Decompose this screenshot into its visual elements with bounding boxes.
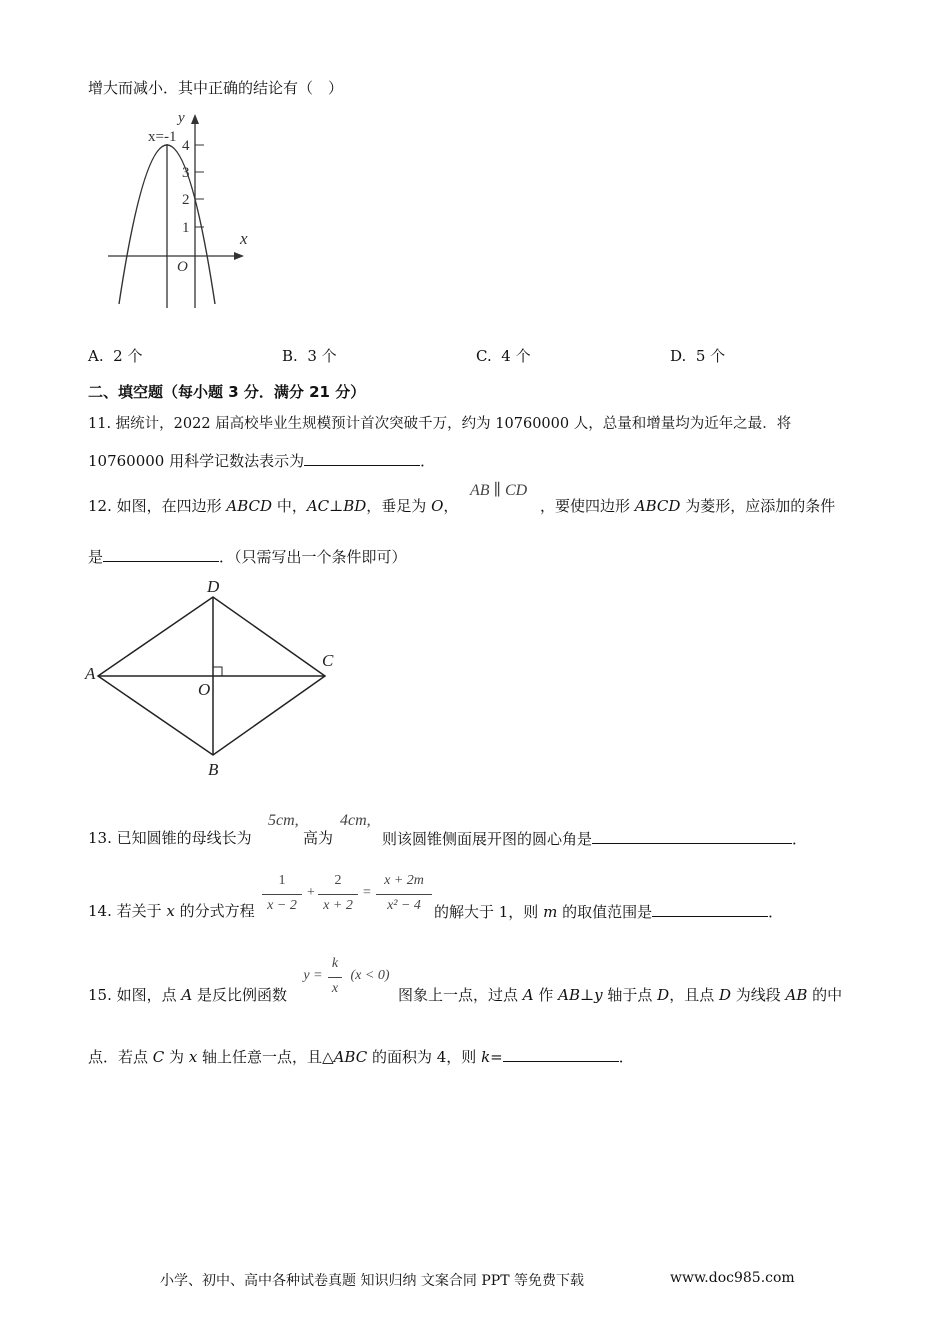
tick-label-1: 1 bbox=[182, 220, 190, 236]
q14-end: ． bbox=[768, 903, 784, 921]
q15-a: A bbox=[181, 986, 193, 1004]
q15-triangle: △ABC bbox=[322, 1048, 368, 1066]
q14-pre: 14. 若关于 bbox=[88, 902, 167, 920]
q14-post2: 的取值范围是 bbox=[557, 903, 653, 921]
tick-label-3: 3 bbox=[182, 165, 190, 181]
q11-line2 bbox=[88, 449, 435, 471]
option-a[interactable] bbox=[88, 345, 142, 366]
q11-line2-post: ． bbox=[420, 452, 436, 470]
q14-pre-line bbox=[88, 900, 255, 921]
q12-prefix: 12. 如图，在四边形 bbox=[88, 497, 227, 515]
q13-mid: 高为 bbox=[303, 829, 334, 847]
q14-bar3 bbox=[376, 894, 432, 895]
q15-mid1: 是反比例函数 bbox=[192, 986, 288, 1004]
q14-mid: 的分式方程 bbox=[174, 902, 255, 920]
footer-url[interactable]: www.doc985.com bbox=[670, 1270, 795, 1286]
q14-equals: = bbox=[363, 885, 371, 900]
q15-ab-y: AB⊥y bbox=[558, 986, 603, 1004]
q12-line2 bbox=[88, 545, 407, 567]
q12-parallel: AB ∥ CD bbox=[470, 482, 528, 499]
option-a-letter: A. bbox=[88, 347, 104, 365]
option-b[interactable] bbox=[282, 345, 337, 366]
q15-mid4: 轴于点 bbox=[602, 986, 658, 1004]
q14-n3: x + 2m bbox=[384, 873, 424, 888]
q14-d2: x + 2 bbox=[323, 898, 353, 913]
q15-mid3: 作 bbox=[533, 986, 559, 1004]
q12-abcd2: ABCD bbox=[634, 497, 681, 515]
q11-answer-blank[interactable] bbox=[304, 449, 420, 466]
origin-label: O bbox=[177, 259, 188, 275]
q14-d1: x − 2 bbox=[267, 898, 297, 913]
q15-line2-b: 为 bbox=[164, 1048, 189, 1066]
q14-answer-blank[interactable] bbox=[652, 900, 768, 917]
q14-n1: 1 bbox=[278, 873, 286, 888]
option-a-text: 2 个 bbox=[113, 347, 143, 365]
q13-val1: 5cm, bbox=[268, 812, 299, 829]
q15-ab: AB bbox=[785, 986, 808, 1004]
q15-end: ． bbox=[618, 1048, 634, 1066]
q14-post-line bbox=[434, 900, 783, 922]
y-axis-arrow bbox=[191, 114, 199, 124]
q14-bar1 bbox=[262, 894, 302, 895]
q12-abcd: ABCD bbox=[226, 497, 273, 515]
footer-text: 小学、初中、高中各种试卷真题 知识归纳 文案合同 PPT 等免费下载 bbox=[160, 1273, 584, 1289]
q14-plus: + bbox=[307, 885, 315, 900]
q15-pre: 15. 如图，点 bbox=[88, 986, 182, 1004]
q14-x: x bbox=[166, 902, 175, 920]
q10-tail-text: 增大而减小．其中正确的结论有（ ） bbox=[88, 79, 344, 97]
q15-answer-blank[interactable] bbox=[503, 1045, 619, 1062]
q12-mid1: 中， bbox=[272, 497, 307, 515]
q12-o: O bbox=[431, 497, 444, 515]
q15-line2-e: = bbox=[490, 1048, 503, 1066]
q15-k: k bbox=[481, 1048, 491, 1066]
q15-line2-d: 的面积为 4，则 bbox=[367, 1048, 482, 1066]
q15-line2-c: 轴上任意一点，且 bbox=[197, 1048, 323, 1066]
q15-x: x bbox=[188, 1048, 198, 1066]
q15-mid7: 的中 bbox=[807, 986, 843, 1004]
option-d-text: 5 个 bbox=[695, 347, 726, 365]
q12-line2-pre: 是 bbox=[88, 548, 104, 566]
q12-line1 bbox=[88, 495, 458, 516]
label-o: O bbox=[198, 680, 211, 699]
q15-c: C bbox=[152, 1048, 165, 1066]
rhombus-figure bbox=[80, 575, 350, 785]
q12-parallel-expr bbox=[470, 480, 527, 500]
vertex-label: x=-1 bbox=[148, 129, 177, 145]
q15-line2 bbox=[88, 1045, 634, 1067]
option-c-text: 4 个 bbox=[501, 347, 531, 365]
q15-line1-post bbox=[398, 984, 842, 1005]
q15-func-num: k bbox=[331, 956, 339, 971]
y-axis-label: y bbox=[178, 110, 185, 126]
q14-d3: x² − 4 bbox=[387, 898, 421, 913]
tick-label-2: 2 bbox=[182, 192, 190, 208]
q12-line2-post: ．（只需写出一个条件即可） bbox=[219, 548, 407, 566]
q15-func-lhs: y = bbox=[303, 968, 323, 983]
q13-end: ． bbox=[792, 830, 808, 848]
q15-line1-pre bbox=[88, 984, 287, 1005]
right-angle-mark bbox=[213, 667, 222, 676]
q15-mid2: 图象上一点，过点 bbox=[398, 986, 523, 1004]
q11-line1: 11. 据统计，2022 届高校毕业生规模预计首次突破千万，约为 10760000 人，总量和增量均为近年之最．将 bbox=[88, 416, 792, 432]
section-title: 二、填空题（每小题 3 分．满分 21 分） bbox=[88, 383, 366, 401]
q12-line1-suffix bbox=[540, 495, 835, 516]
option-b-text: 3 个 bbox=[307, 347, 337, 365]
q14-n2: 2 bbox=[334, 873, 342, 888]
label-b: B bbox=[208, 760, 219, 779]
q14-bar2 bbox=[318, 894, 358, 895]
q12-comma: ， bbox=[443, 497, 459, 515]
q11-line2-pre: 10760000 用科学记数法表示为 bbox=[88, 452, 305, 470]
parabola-graph bbox=[100, 108, 260, 313]
label-a: A bbox=[85, 664, 96, 683]
q15-a2: A bbox=[522, 986, 534, 1004]
q15-line2-a: 点．若点 bbox=[88, 1048, 153, 1066]
q15-d2: D bbox=[718, 986, 731, 1004]
option-c[interactable] bbox=[476, 345, 531, 366]
q13-post-line bbox=[382, 827, 807, 849]
tick-label-4: 4 bbox=[182, 138, 190, 154]
q15-func-bar bbox=[328, 977, 342, 978]
q15-mid5: ，且点 bbox=[669, 986, 719, 1004]
q13-answer-blank[interactable] bbox=[592, 827, 792, 844]
q12-suffix2: 为菱形，应添加的条件 bbox=[680, 497, 836, 515]
q14-m: m bbox=[543, 903, 558, 921]
label-d: D bbox=[207, 577, 220, 596]
x-axis-arrow bbox=[234, 252, 244, 260]
option-c-letter: C. bbox=[476, 347, 492, 365]
q14-post1: 的解大于 1，则 bbox=[434, 903, 544, 921]
q12-answer-blank[interactable] bbox=[103, 545, 219, 562]
q15-d: D bbox=[657, 986, 670, 1004]
option-b-letter: B. bbox=[282, 347, 298, 365]
q13-pre: 13. 已知圆锥的母线长为 bbox=[88, 829, 252, 847]
q15-mid6: 为线段 bbox=[731, 986, 786, 1004]
q12-suffix1: ，要使四边形 bbox=[540, 497, 635, 515]
q13-val2: 4cm, bbox=[340, 812, 371, 829]
option-d[interactable] bbox=[670, 345, 725, 366]
x-axis-label: x bbox=[240, 229, 248, 248]
q15-func-cond: (x < 0) bbox=[350, 968, 390, 983]
label-c: C bbox=[322, 651, 334, 670]
q12-mid2: ，垂足为 bbox=[366, 497, 432, 515]
q12-ac-bd: AC⊥BD bbox=[306, 497, 367, 515]
q15-func-den: x bbox=[331, 981, 339, 996]
option-d-letter: D. bbox=[670, 347, 687, 365]
q13-post: 则该圆锥侧面展开图的圆心角是 bbox=[382, 830, 593, 848]
